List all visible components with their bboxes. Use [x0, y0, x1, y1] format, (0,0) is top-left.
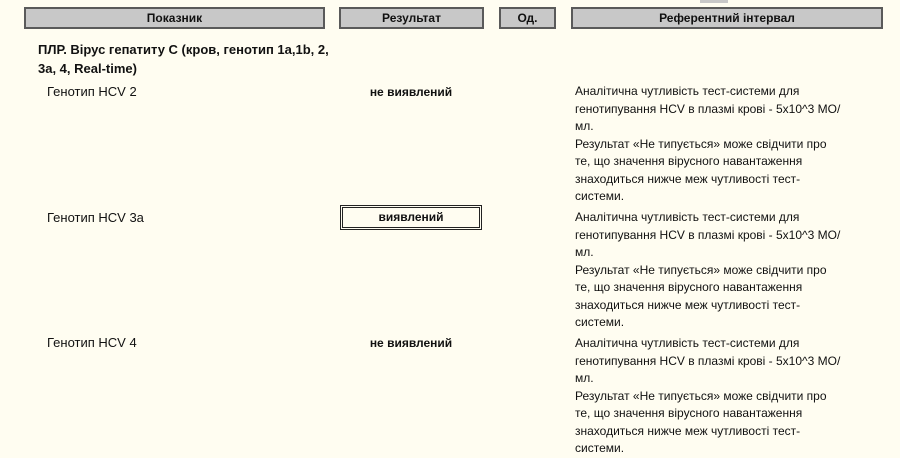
reference-sensitivity: Аналітична чутливість тест-системи для генотипування HCV в плазмі крові - 5x10^3 МО/мл.	[575, 336, 841, 385]
reference-text	[575, 209, 845, 332]
reference-sensitivity: Аналітична чутливість тест-системи для генотипування HCV в плазмі крові - 5x10^3 МО/мл.	[575, 210, 841, 259]
row-result: не виявлений	[369, 336, 453, 350]
row-name: Генотип HCV 3a	[47, 210, 144, 225]
header-reference-interval: Референтний інтервал	[571, 7, 883, 29]
reference-note: Результат «Не типується» може свідчити про те, що значення вірусного навантаження знаходиться нижче меж чутливості тест-системи.	[575, 262, 827, 329]
row-name: Генотип HCV 2	[47, 84, 137, 99]
row-result-highlighted: виявлений	[340, 205, 482, 230]
reference-sensitivity: Аналітична чутливість тест-системи для генотипування HCV в плазмі крові - 5x10^3 МО/мл.	[575, 84, 841, 133]
row-name: Генотип HCV 4	[47, 335, 137, 350]
reference-note: Результат «Не типується» може свідчити про те, що значення вірусного навантаження знаходиться нижче меж чутливості тест-системи.	[575, 388, 827, 455]
top-edge-mark	[700, 0, 728, 3]
header-indicator: Показник	[24, 7, 325, 29]
row-result: не виявлений	[369, 85, 453, 99]
header-unit: Од.	[499, 7, 556, 29]
reference-text	[575, 83, 845, 206]
header-result: Результат	[339, 7, 484, 29]
section-title: ПЛР. Вірус гепатиту С (кров, генотип 1a,1b, 2, 3a, 4, Real-time)	[38, 42, 329, 76]
reference-note: Результат «Не типується» може свідчити про те, що значення вірусного навантаження знаходиться нижче меж чутливості тест-системи.	[575, 136, 827, 203]
reference-text	[575, 335, 845, 458]
